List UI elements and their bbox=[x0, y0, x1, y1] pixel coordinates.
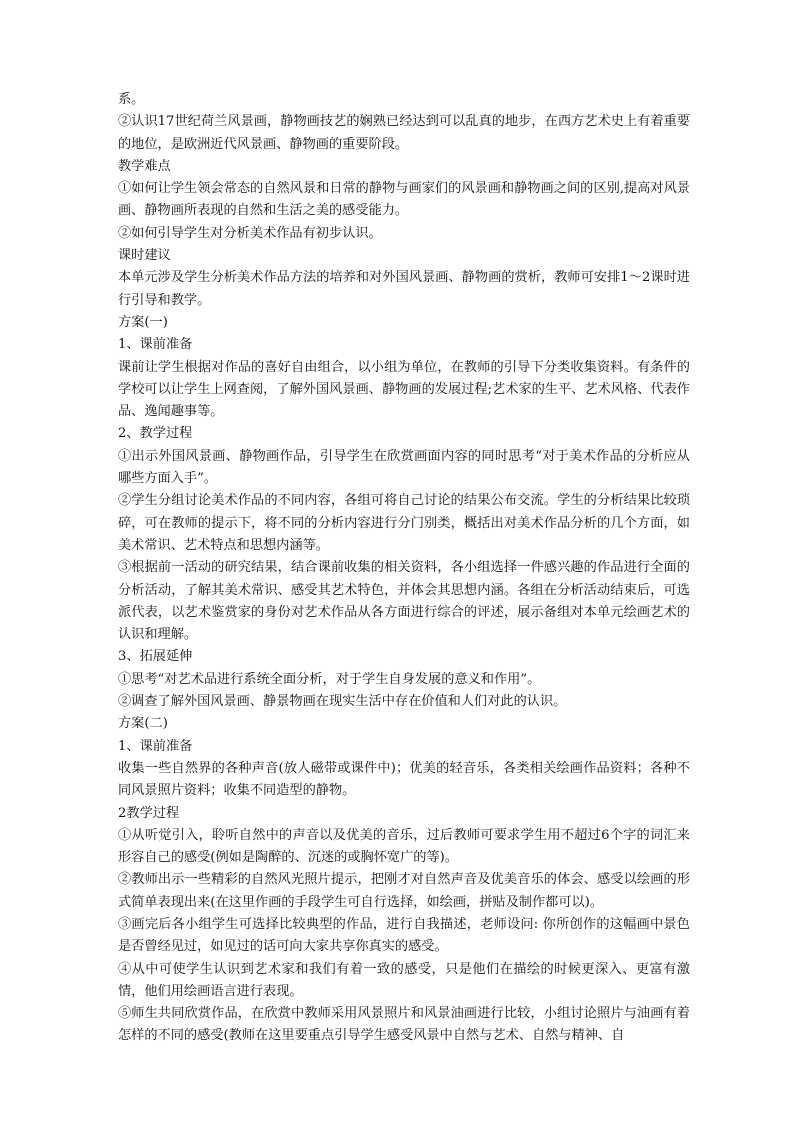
paragraph: ②认识17世纪荷兰风景画，静物画技艺的娴熟已经达到可以乱真的地步，在西方艺术史上有着重要的地位，是欧洲近代风景画、静物画的重要阶段。 bbox=[118, 114, 690, 152]
paragraph: 系。 bbox=[118, 92, 145, 107]
section-heading: 教学难点 bbox=[118, 158, 171, 174]
paragraph: 收集一些自然界的各种声音(放人磁带或课件中)；优美的轻音乐，各类相关绘画作品资料；各种不同风景照片资料；收集不同造型的静物。 bbox=[118, 760, 690, 799]
paragraph: ③画完后各小组学生可选择比较典型的作品，进行自我描述，老师设问: 你所创作的这幅画中景色是否曾经见过，如见过的话可向大家共享你真实的感受。 bbox=[118, 916, 690, 955]
sub-heading: 1、课前准备 bbox=[118, 337, 193, 353]
paragraph: 课前让学生根据对作品的喜好自由组合，以小组为单位，在教师的引导下分类收集资料。有条件的学校可以让学生上网查阅，了解外国风景画、静物画的发展过程;艺术家的生平、艺术风格、代表作品、逸闻趣事等。 bbox=[118, 359, 690, 420]
sub-heading: 3、拓展延伸 bbox=[118, 649, 193, 665]
paragraph: ⑤师生共同欣赏作品，在欣赏中教师采用风景照片和风景油画进行比较，小组讨论照片与油画有着怎样的不同的感受(教师在这里要重点引导学生感受风景中自然与艺术、自然与精神、自 bbox=[118, 1006, 690, 1044]
paragraph: ①思考“对艺术品进行系统全面分析，对于学生自身发展的意义和作用”。 bbox=[118, 671, 541, 687]
section-heading: 方案(一) bbox=[118, 314, 168, 330]
paragraph: ②教师出示一些精彩的自然风光照片提示，把刚才对自然声音及优美音乐的体会、感受以绘画的形式简单表现出来(在这里作画的手段学生可自行选择，如绘画，拼贴及制作都可以)。 bbox=[118, 872, 690, 910]
document-body bbox=[118, 89, 690, 1048]
paragraph: ②调查了解外国风景画、静景物画在现实生活中存在价值和人们对此的认识。 bbox=[118, 694, 567, 710]
paragraph: 本单元涉及学生分析美术作品方法的培养和对外国风景画、静物画的赏析，教师可安排1～2课时进行引导和教学。 bbox=[118, 270, 690, 308]
sub-heading: 2、教学过程 bbox=[118, 426, 193, 442]
paragraph: ③根据前一活动的研究结果，结合课前收集的相关资料，各小组选择一件感兴趣的作品进行全面的分析活动，了解其美术常识、感受其艺术特色，并体会其思想内涵。各组在分析活动结束后，可选派代表，以艺术鉴赏家的身份对艺术作品从各方面进行综合的评述，展示备组对本单元绘画艺术的认识和理解。 bbox=[118, 560, 690, 643]
sub-heading: 1、课前准备 bbox=[118, 738, 193, 754]
paragraph: ④从中可使学生认识到艺术家和我们有着一致的感受，只是他们在描绘的时候更深入、更富有激情，他们用绘画语言进行表现。 bbox=[118, 961, 690, 999]
section-heading: 方案(二) bbox=[118, 716, 168, 732]
section-heading: 课时建议 bbox=[118, 248, 171, 264]
paragraph: ①出示外国风景画、静物画作品，引导学生在欣赏画面内容的同时思考“对于美术作品的分析应从哪些方面入手”。 bbox=[118, 448, 690, 487]
paragraph: ①如何让学生领会常态的自然风景和日常的静物与画家们的风景画和静物画之间的区别,提高对风景画、静物画所表现的自然和生活之美的感受能力。 bbox=[118, 181, 690, 219]
paragraph: ②如何引导学生对分析美术作品有初步认识。 bbox=[118, 225, 382, 241]
paragraph: ①从听觉引入，聆听自然中的声音以及优美的音乐，过后教师可要求学生用不超过6个字的词汇来形容自己的感受(例如是陶醉的、沉迷的或胸怀宽广的等)。 bbox=[118, 827, 690, 866]
paragraph: ②学生分组讨论美术作品的不同内容，各组可将自己讨论的结果公布交流。学生的分析结果比较琐碎，可在教师的提示下，将不同的分析内容进行分门别类，概括出对美术作品分析的几个方面，如美术常识、艺术特点和思想内涵等。 bbox=[118, 493, 690, 553]
sub-heading: 2教学过程 bbox=[118, 805, 180, 821]
